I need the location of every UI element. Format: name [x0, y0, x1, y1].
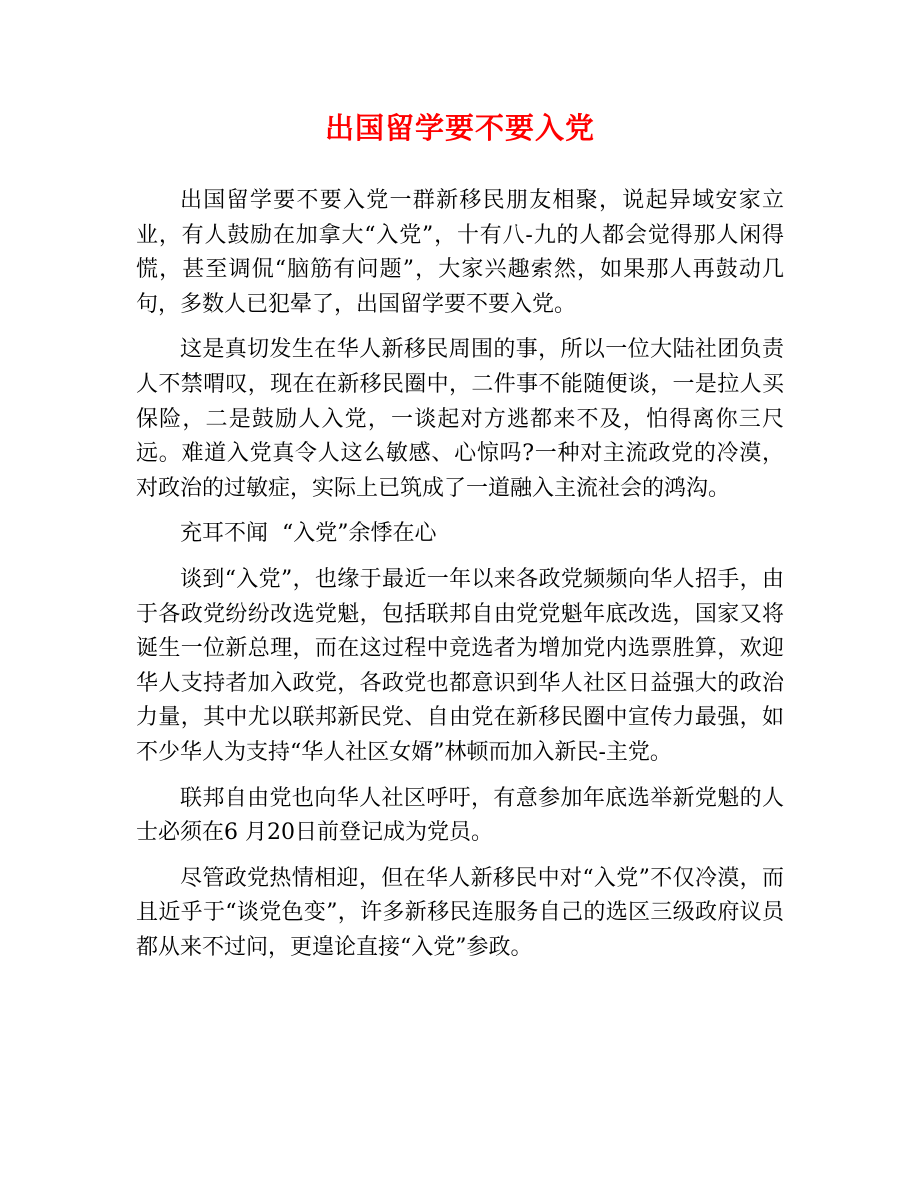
paragraph-5: 尽管政党热情相迎，但在华人新移民中对“入党”不仅冷漠，而且近乎于“谈党色变”，许多新移民连服务自己的选区三级政府议员都从来不过问，更遑论直接“入党”参政。 — [136, 865, 784, 960]
paragraph-3: 谈到“入党”，也缘于最近一年以来各政党频频向华人招手，由于各政党纷纷改选党魁，包括联邦自由党党魁年底改选，国家又将诞生一位新总理，而在这过程中竞选者为增加党内选票胜算，欢迎华人支持者加入政党，各政党也都意识到华人社区日益强大的政治力量，其中尤以联邦新民党、自由党在新移民圈中宣传力最强，如不少华人为支持“华人社区女婿”林顿而加入新民-主党。 — [136, 566, 784, 765]
document-title: 出国留学要不要入党 — [324, 111, 595, 145]
paragraph-4: 联邦自由党也向华人社区呼吁，有意参加年底选举新党魁的人士必须在6 月20日前登记成为党员。 — [136, 785, 784, 846]
document-body — [136, 184, 784, 976]
paragraph-1: 出国留学要不要入党一群新移民朋友相聚，说起异域安家立业，有人鼓励在加拿大“入党”，十有八-九的人都会觉得那人闲得慌，甚至调侃“脑筋有问题”，大家兴趣索然，如果那人再鼓动几句，多数人已犯晕了，出国留学要不要入党。 — [136, 188, 784, 317]
paragraph-2: 这是真切发生在华人新移民周围的事，所以一位大陆社团负责人不禁喟叹，现在在新移民圈中，二件事不能随便谈，一是拉人买保险，二是鼓励人入党，一谈起对方逃都来不及，怕得离你三尺远。难道入党真令人这么敏感、心惊吗?一种对主流政党的冷漠，对政治的过敏症，实际上已筑成了一道融入主流社会的鸿沟。 — [136, 337, 784, 501]
section-subheading: 充耳不闻 “入党”余悸在心 — [180, 521, 437, 547]
